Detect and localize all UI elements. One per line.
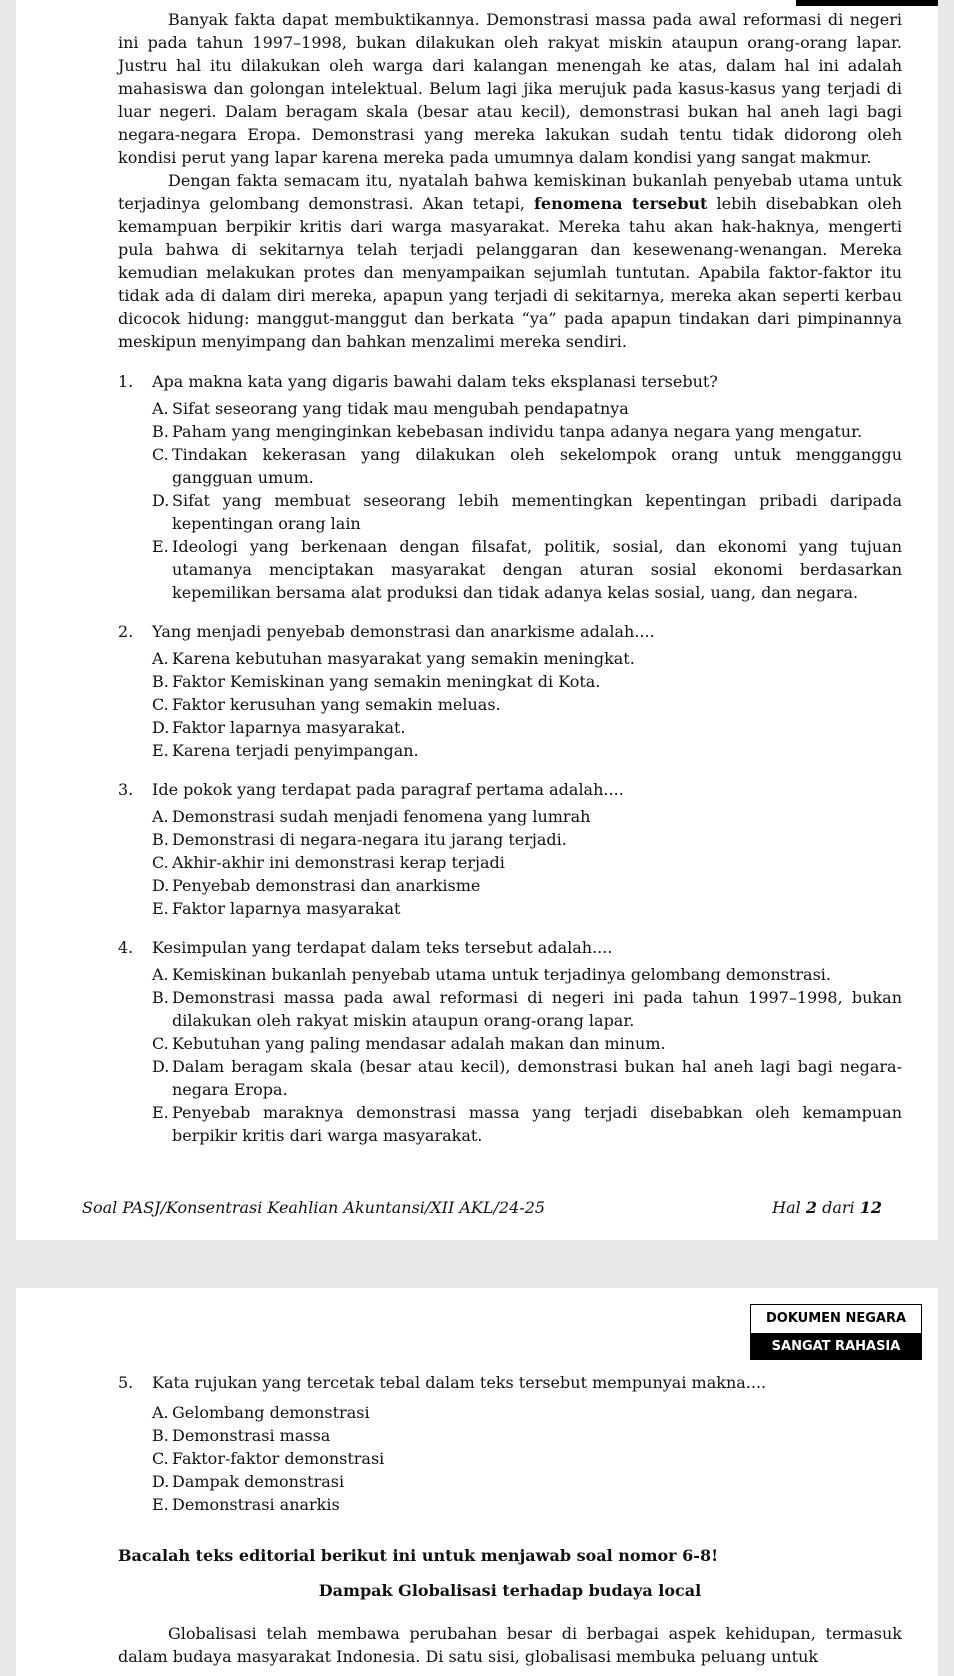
question-1 <box>118 370 902 604</box>
question-text: Yang menjadi penyebab demonstrasi dan anarkisme adalah.... <box>152 622 655 641</box>
question-5 <box>118 1371 902 1516</box>
footer-page-number: Hal 2 dari 12 <box>772 1198 882 1217</box>
option-d[interactable]: D. Faktor laparnya masyarakat. <box>152 718 406 737</box>
question-text: Kata rujukan yang tercetak tebal dalam teks tersebut mempunyai makna.... <box>152 1373 767 1392</box>
footer-document-code: Soal PASJ/Konsentrasi Keahlian Akuntansi/XII AKL/24-25 <box>82 1198 546 1217</box>
question-3 <box>118 778 902 920</box>
question-text: Ide pokok yang terdapat pada paragraf pertama adalah.... <box>152 780 624 799</box>
bold-reference-phrase: fenomena tersebut <box>534 194 708 213</box>
option-d[interactable]: D. Penyebab demonstrasi dan anarkisme <box>152 876 481 895</box>
confidential-stamp <box>750 1304 922 1360</box>
page-content <box>118 8 902 1147</box>
option-d[interactable]: D. Dalam beragam skala (besar atau kecil), demonstrasi bukan hal aneh lagi bagi negara-negara Eropa. <box>152 1057 902 1099</box>
option-c[interactable]: C. Kebutuhan yang paling mendasar adalah makan dan minum. <box>152 1034 666 1053</box>
paragraph-text: lebih disebabkan oleh kemampuan berpikir kritis dari warga masyarakat. Mereka tahu akan hak-haknya, mengerti pula bahwa di sekitarnya telah terjadi pelanggaran dan kesewenang-wenangan. Mereka kemudian melakukan protes dan menyampaikan sejumlah tuntutan. Apabila faktor-faktor itu tidak ada di dalam diri mereka, apapun yang terjadi di sekitarnya, mereka akan seperti kerbau dicocok hidung: manggut-manggut dan berkata “ya” pada apapun tindakan dari pimpinannya meskipun menyimpang dan bahkan menzalimi mereka sendiri. <box>118 194 902 351</box>
option-a[interactable]: A. Sifat seseorang yang tidak mau mengubah pendapatnya <box>152 399 629 418</box>
option-c[interactable]: C. Faktor-faktor demonstrasi <box>152 1449 385 1468</box>
option-b[interactable]: B. Faktor Kemiskinan yang semakin meningkat di Kota. <box>152 672 601 691</box>
option-d[interactable]: D. Dampak demonstrasi <box>152 1472 345 1491</box>
reading-instruction: Bacalah teks editorial berikut ini untuk menjawab soal nomor 6-8! <box>118 1546 719 1565</box>
article-title: Dampak Globalisasi terhadap budaya local <box>318 1581 702 1600</box>
option-d[interactable]: D. Sifat yang membuat seseorang lebih mementingkan kepentingan pribadi daripada kepentingan orang lain <box>152 491 902 533</box>
page-content <box>118 1371 902 1668</box>
reading-paragraph-2 <box>118 169 902 353</box>
option-c[interactable]: C. Faktor kerusuhan yang semakin meluas. <box>152 695 501 714</box>
question-number: 4. <box>118 938 134 957</box>
option-b[interactable]: B. Demonstrasi massa pada awal reformasi di negeri ini pada tahun 1997–1998, bukan dilakukan oleh rakyat miskin ataupun orang-orang lapar. <box>152 988 902 1030</box>
option-e[interactable]: E. Faktor laparnya masyarakat <box>152 899 401 918</box>
option-e[interactable]: E. Penyebab maraknya demonstrasi massa yang terjadi disebabkan oleh kemampuan berpikir kritis dari warga masyarakat. <box>152 1103 902 1145</box>
reading-paragraph-1: Banyak fakta dapat membuktikannya. Demonstrasi massa pada awal reformasi di negeri ini pada tahun 1997–1998, bukan dilakukan oleh rakyat miskin ataupun orang-orang lapar. Justru hal itu dilakukan oleh warga dari kalangan menengah ke atas, dalam hal ini adalah mahasiswa dan golongan intelektual. Belum lagi jika merujuk pada kasus-kasus yang terjadi di luar negeri. Dalam beragam skala (besar atau kecil), demonstrasi bukan hal aneh lagi bagi negara-negara Eropa. Demonstrasi yang mereka lakukan sudah tentu tidak didorong oleh kondisi perut yang lapar karena mereka pada umumnya dalam kondisi yang sangat makmur. <box>118 10 902 167</box>
exam-page-2 <box>16 0 938 1240</box>
question-2 <box>118 620 902 762</box>
article-paragraph: Globalisasi telah membawa perubahan besar di berbagai aspek kehidupan, termasuk dalam budaya masyarakat Indonesia. Di satu sisi, globalisasi membuka peluang untuk <box>118 1624 902 1666</box>
option-b[interactable]: B. Paham yang menginginkan kebebasan individu tanpa adanya negara yang mengatur. <box>152 422 863 441</box>
option-e[interactable]: E. Demonstrasi anarkis <box>152 1495 340 1514</box>
stamp-line-2: SANGAT RAHASIA <box>750 1334 922 1360</box>
question-number: 5. <box>118 1373 134 1392</box>
option-a[interactable]: A. Karena kebutuhan masyarakat yang semakin meningkat. <box>152 649 635 668</box>
option-e[interactable]: E. Ideologi yang berkenaan dengan filsafat, politik, sosial, dan ekonomi yang tujuan utamanya menciptakan masyarakat dengan aturan sosial ekonomi berdasarkan kepemilikan bersama alat produksi dan tidak adanya kelas sosial, uang, dan negara. <box>152 537 902 602</box>
option-b[interactable]: B. Demonstrasi massa <box>152 1426 331 1445</box>
exam-page-3 <box>16 1288 938 1676</box>
question-number: 3. <box>118 780 134 799</box>
option-c[interactable]: C. Tindakan kekerasan yang dilakukan oleh sekelompok orang untuk mengganggu gangguan umum. <box>152 445 902 487</box>
option-a[interactable]: A. Gelombang demonstrasi <box>152 1403 370 1422</box>
stamp-line-1: DOKUMEN NEGARA <box>750 1304 922 1334</box>
option-c[interactable]: C. Akhir-akhir ini demonstrasi kerap terjadi <box>152 853 505 872</box>
option-a[interactable]: A. Demonstrasi sudah menjadi fenomena yang lumrah <box>152 807 591 826</box>
question-text: Kesimpulan yang terdapat dalam teks tersebut adalah.... <box>152 938 613 957</box>
question-number: 2. <box>118 622 134 641</box>
page-footer <box>82 1198 882 1217</box>
option-b[interactable]: B. Demonstrasi di negara-negara itu jarang terjadi. <box>152 830 567 849</box>
option-a[interactable]: A. Kemiskinan bukanlah penyebab utama untuk terjadinya gelombang demonstrasi. <box>152 965 831 984</box>
question-number: 1. <box>118 372 134 391</box>
question-4 <box>118 936 902 1147</box>
question-text: Apa makna kata yang digaris bawahi dalam teks eksplanasi tersebut? <box>152 372 718 391</box>
option-e[interactable]: E. Karena terjadi penyimpangan. <box>152 741 419 760</box>
paragraph-text: Dengan fakta semacam itu, nyatalah bahwa kemiskinan bukanlah penyebab utama untuk terjadinya gelombang demonstrasi. Akan tetapi, <box>118 171 902 213</box>
top-border-bar <box>796 0 938 6</box>
